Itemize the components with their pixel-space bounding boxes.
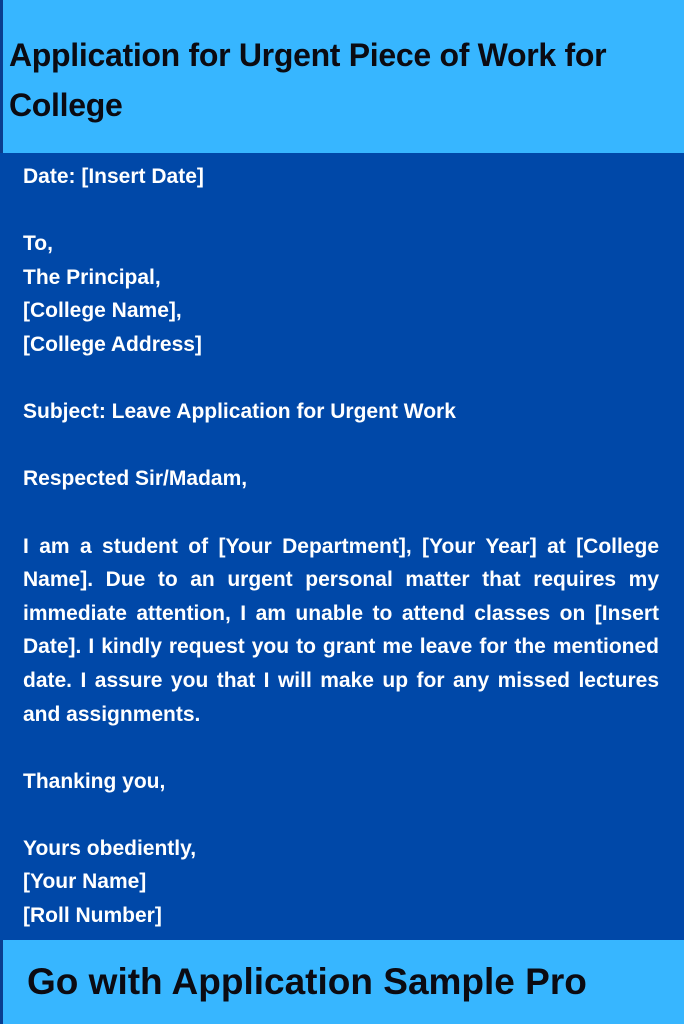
letter-subject: Subject: Leave Application for Urgent Work [23, 400, 456, 424]
spacer [23, 798, 659, 832]
letter-recipient: The Principal, [23, 265, 161, 289]
spacer [23, 362, 659, 396]
letter-to: To, [23, 232, 53, 256]
page-title: Application for Urgent Piece of Work for College [9, 37, 607, 123]
spacer [23, 194, 659, 228]
spacer [23, 731, 659, 765]
header-banner [0, 0, 684, 153]
letter-roll-number: [Roll Number] [23, 904, 162, 928]
letter-college-name: [College Name], [23, 299, 182, 323]
footer-banner [0, 940, 684, 1024]
spacer [23, 429, 659, 463]
letter-paragraph: I am a student of [Your Department], [Your Year] at [College Name]. Due to an urgent personal matter that requires my immediate attention, I am unable to attend classes on [Insert Date]. I kindly request you to grant me leave for the mentioned date. I assure you that I will make up for any missed lectures and assignments. [23, 534, 659, 726]
letter-college-address: [College Address] [23, 332, 202, 356]
spacer [23, 496, 659, 530]
letter-closing: Yours obediently, [23, 836, 197, 860]
footer-text: Go with Application Sample Pro [27, 961, 587, 1002]
letter-body [23, 160, 659, 933]
letter-salutation: Respected Sir/Madam, [23, 467, 248, 491]
letter-your-name: [Your Name] [23, 870, 147, 894]
letter-date: Date: [Insert Date] [23, 165, 204, 188]
letter-thanks: Thanking you, [23, 769, 166, 793]
